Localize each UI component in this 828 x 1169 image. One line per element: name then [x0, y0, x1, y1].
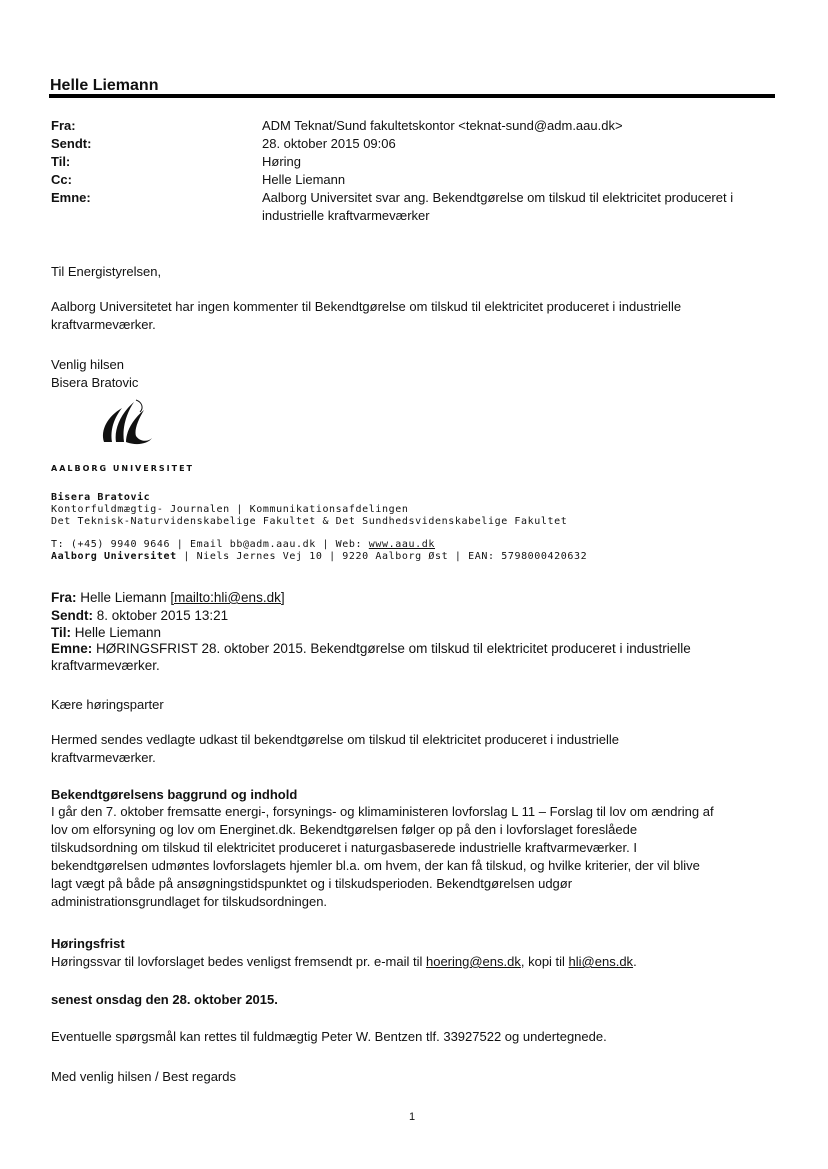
from-label: Fra: — [51, 118, 76, 133]
deadline-instructions — [51, 953, 771, 971]
to-value: Høring — [262, 154, 302, 169]
forward-from — [51, 589, 285, 607]
signature-address — [51, 551, 587, 562]
section-deadline-heading: Høringsfrist — [51, 936, 125, 951]
deadline-text-end: . — [633, 954, 637, 969]
section-background-line: lov om elforsyning og lov om Energinet.dk. Bekendtgørelsen følger op på den i lovforslaget foreslåede — [51, 822, 638, 837]
forward-from-label: Fra: — [51, 590, 77, 605]
reply-body-line-2: kraftvarmeværker. — [51, 317, 156, 332]
forward-subject — [51, 640, 691, 658]
questions-line: Eventuelle spørgsmål kan rettes til fuldmægtig Peter W. Bentzen tlf. 33927522 og undertegnede. — [51, 1029, 607, 1044]
cc-value: Helle Liemann — [262, 172, 346, 187]
cc-label: Cc: — [51, 172, 72, 187]
deadline-text-mid: , kopi til — [520, 954, 569, 969]
forward-to-label: Til: — [51, 625, 71, 640]
letter-intro-line-2: kraftvarmeværker. — [51, 750, 156, 765]
forward-sent-label: Sendt: — [51, 608, 93, 623]
subject-value-line-1: Aalborg Universitet svar ang. Bekendtgørelse om tilskud til elektricitet produceret i — [262, 190, 734, 205]
reply-body-line-1: Aalborg Universitetet har ingen kommenter til Bekendtgørelse om tilskud til elektricitet produceret i industrielle — [51, 299, 682, 314]
letter-salutation: Kære høringsparter — [51, 697, 164, 712]
section-background-heading: Bekendtgørelsens baggrund og indhold — [51, 787, 298, 802]
letter-intro-line-1: Hermed sendes vedlagte udkast til bekendtgørelse om tilskud til elektricitet produceret i industrielle — [51, 732, 619, 747]
aau-logo-icon — [96, 396, 156, 446]
section-background-line: tilskudsordning om tilskud til elektricitet produceret i naturgasbaserede industrielle kraftvarmeværker. I — [51, 840, 637, 855]
forward-from-value: Helle Liemann — [76, 590, 171, 605]
title-rule — [49, 94, 775, 98]
letter-closing: Med venlig hilsen / Best regards — [51, 1069, 236, 1084]
subject-value-line-2: industrielle kraftvarmeværker — [262, 208, 430, 223]
subject-label: Emne: — [51, 190, 91, 205]
forward-sent-value: 8. oktober 2015 13:21 — [93, 608, 229, 623]
section-background-line: I går den 7. oktober fremsatte energi-, forsynings- og klimaministeren lovforslag L 11 – Forslag til lov om ændring af — [51, 804, 714, 819]
hoering-email-link[interactable]: hoering@ens.dk — [425, 954, 521, 969]
forward-sent — [51, 607, 228, 625]
aau-logo-text: AALBORG UNIVERSITET — [51, 464, 194, 473]
section-background-line: lagt vægt på både på ansøgningstidspunktet og i tilskudsperioden. Bekendtgørelsen udgør — [51, 876, 573, 891]
signature-contact-text: T: (+45) 9940 9646 | Email bb@adm.aau.dk | Web: — [51, 539, 369, 550]
forward-subject-line-2: kraftvarmeværker. — [51, 658, 160, 673]
sent-label: Sendt: — [51, 136, 92, 151]
section-background-line: bekendtgørelsen udmøntes lovforslagets hjemler bl.a. om hvem, der kan få tilskud, og hvilke kriterier, der vil blive — [51, 858, 700, 873]
signature-address-org: Aalborg Universitet — [51, 551, 177, 562]
signature-name: Bisera Bratovic — [51, 492, 151, 503]
from-value: ADM Teknat/Sund fakultetskontor <teknat-sund@adm.aau.dk> — [262, 118, 623, 133]
reply-greeting: Til Energistyrelsen, — [51, 264, 162, 279]
signature-contact — [51, 539, 435, 550]
forward-subject-value-line-1: HØRINGSFRIST 28. oktober 2015. Bekendtgørelse om tilskud til elektricitet produceret i industrielle — [92, 641, 691, 656]
forward-subject-label: Emne: — [51, 641, 93, 656]
page-number: 1 — [409, 1111, 416, 1123]
signature-line-1: Kontorfuldmægtig- Journalen | Kommunikationsafdelingen — [51, 504, 409, 515]
signature-web-link[interactable]: www.aau.dk — [368, 539, 436, 550]
signature-line-2: Det Teknisk-Naturvidenskabelige Fakultet & Det Sundhedsvidenskabelige Fakultet — [51, 516, 568, 527]
document-title: Helle Liemann — [50, 77, 159, 94]
deadline-date: senest onsdag den 28. oktober 2015. — [51, 992, 278, 1007]
signature-address-rest: | Niels Jernes Vej 10 | 9220 Aalborg Øst | EAN: 5798000420632 — [176, 551, 588, 562]
sent-value: 28. oktober 2015 09:06 — [262, 136, 396, 151]
section-background-line: administrationsgrundlaget for tilskudsordningen. — [51, 894, 328, 909]
reply-signer: Bisera Bratovic — [51, 375, 139, 390]
to-label: Til: — [51, 154, 71, 169]
forward-to-value: Helle Liemann — [71, 625, 162, 640]
copy-email-link[interactable]: hli@ens.dk — [568, 954, 634, 969]
reply-closing: Venlig hilsen — [51, 357, 124, 372]
forward-from-link[interactable]: [mailto:hli@ens.dk] — [170, 590, 285, 605]
deadline-text: Høringssvar til lovforslaget bedes venligst fremsendt pr. e-mail til — [51, 954, 426, 969]
